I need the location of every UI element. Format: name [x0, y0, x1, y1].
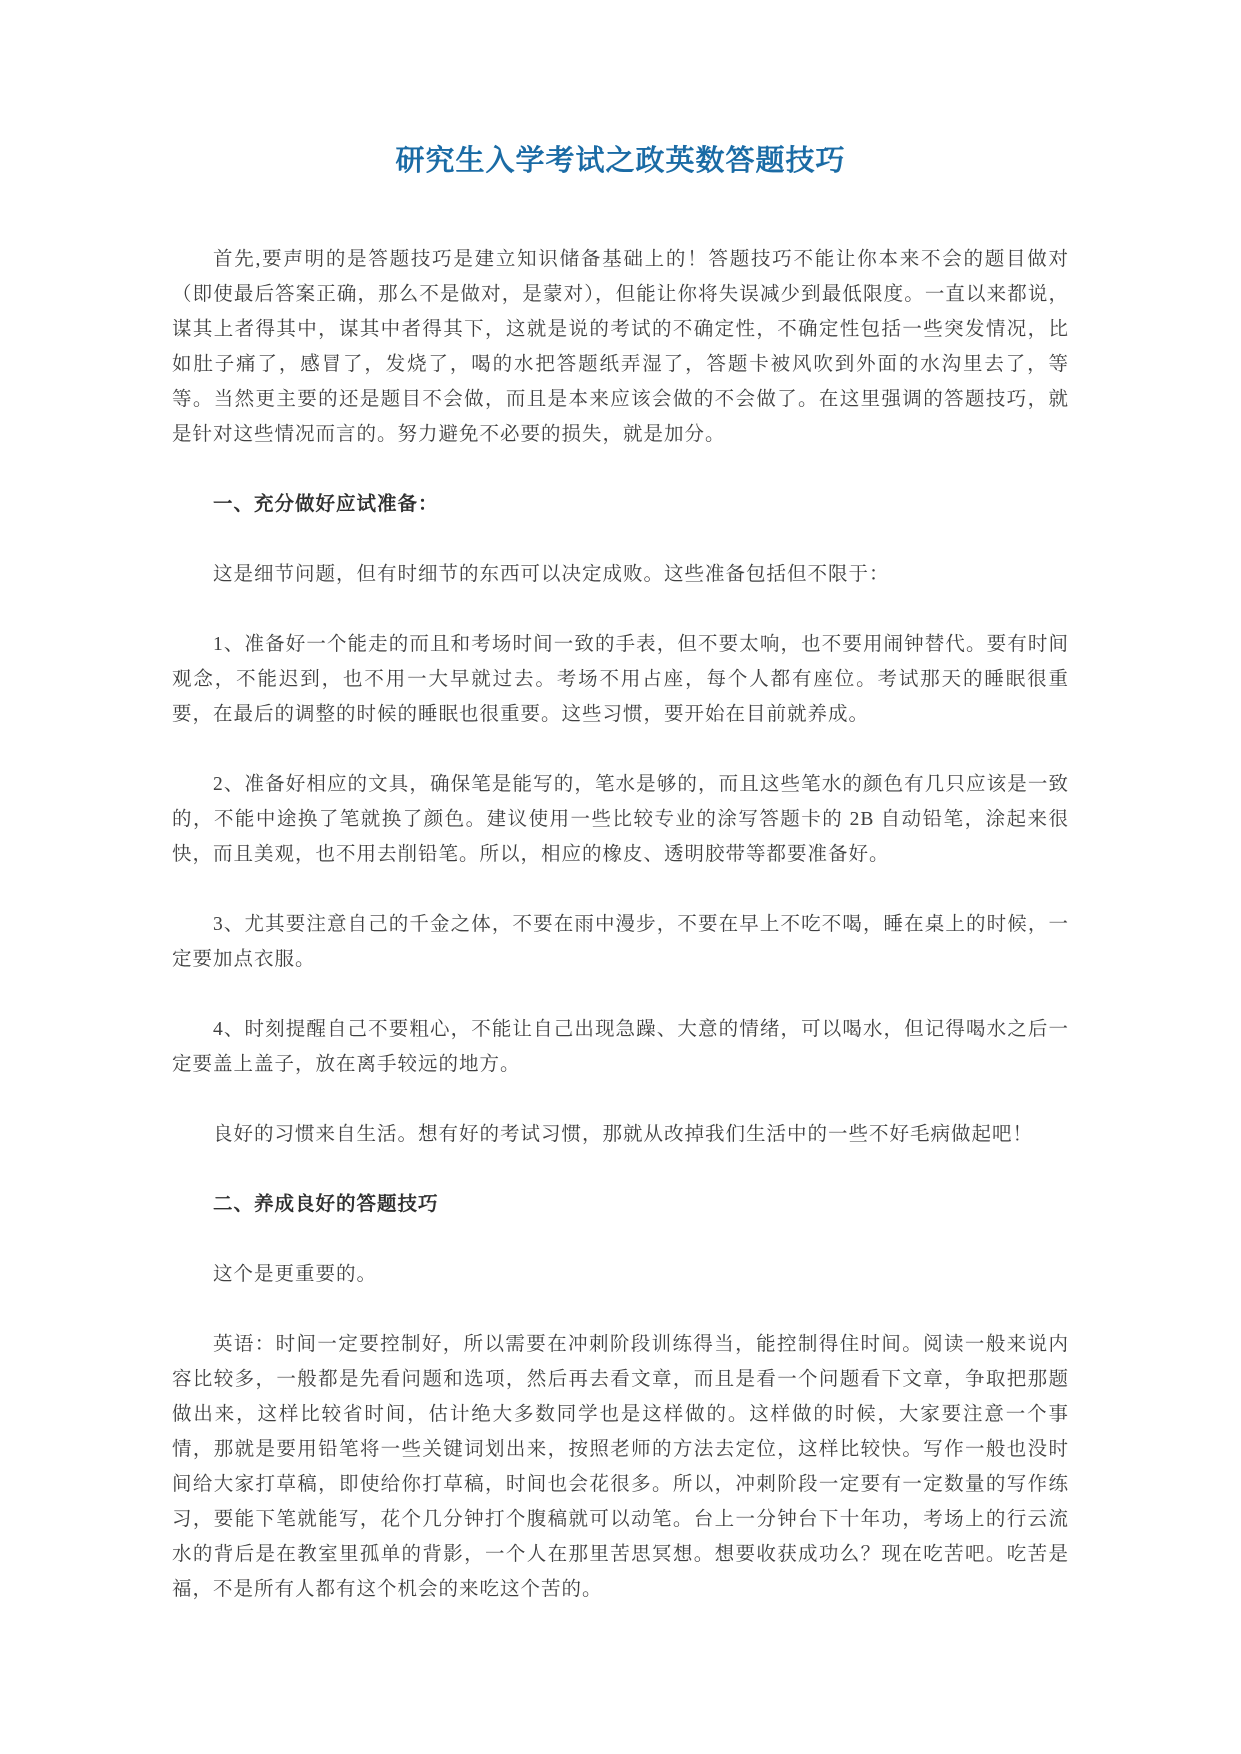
- tip-2-paragraph: 2、准备好相应的文具，确保笔是能写的，笔水是够的，而且这些笔水的颜色有几只应该是一致的，不能中途换了笔就换了颜色。建议使用一些比较专业的涂写答题卡的 2B 自动铅笔，涂起来很快，而且美观，也不用去削铅笔。所以，相应的橡皮、透明胶带等都要准备好。: [172, 774, 1069, 865]
- document-title-text: 研究生入学考试之政英数答题技巧: [395, 145, 846, 177]
- tip-3-paragraph: 3、尤其要注意自己的千金之体，不要在雨中漫步，不要在早上不吃不喝，睡在桌上的时候，一定要加点衣服。: [172, 914, 1069, 970]
- document-title: [172, 142, 1069, 180]
- section-1-lead-paragraph: 这是细节问题，但有时细节的东西可以决定成败。这些准备包括但不限于：: [213, 564, 890, 585]
- english-advice-paragraph: 英语：时间一定要控制好，所以需要在冲刺阶段训练得当，能控制得住时间。阅读一般来说内容比较多，一般都是先看问题和选项，然后再去看文章，而且是看一个问题看下文章，争取把那题做出来，这样比较省时间，估计绝大多数同学也是这样做的。这样做的时候，大家要注意一个事情，那就是要用铅笔将一些关键词划出来，按照老师的方法去定位，这样比较快。写作一般也没时间给大家打草稿，即使给你打草稿，时间也会花很多。所以，冲刺阶段一定要有一定数量的写作练习，要能下笔就能写，花个几分钟打个腹稿就可以动笔。台上一分钟台下十年功，考场上的行云流水的背后是在教室里孤单的背影，一个人在那里苦思冥想。想要收获成功么？现在吃苦吧。吃苦是福，不是所有人都有这个机会的来吃这个苦的。: [172, 1334, 1069, 1600]
- tip-1-paragraph: 1、准备好一个能走的而且和考场时间一致的手表，但不要太响，也不要用闹钟替代。要有时间观念，不能迟到，也不用一大早就过去。考场不用占座，每个人都有座位。考试那天的睡眠很重要，在最后的调整的时候的睡眠也很重要。这些习惯，要开始在目前就养成。: [172, 634, 1069, 725]
- intro-paragraph: 首先,要声明的是答题技巧是建立知识储备基础上的！答题技巧不能让你本来不会的题目做对（即使最后答案正确，那么不是做对，是蒙对），但能让你将失误减少到最低限度。一直以来都说，谋其上者得其中，谋其中者得其下，这就是说的考试的不确定性，不确定性包括一些突发情况，比如肚子痛了，感冒了，发烧了，喝的水把答题纸弄湿了，答题卡被风吹到外面的水沟里去了，等等。当然更主要的还是题目不会做，而且是本来应该会做的不会做了。在这里强调的答题技巧，就是针对这些情况而言的。努力避免不必要的损失，就是加分。: [172, 249, 1069, 445]
- habits-remark-paragraph: 良好的习惯来自生活。想有好的考试习惯，那就从改掉我们生活中的一些不好毛病做起吧！: [213, 1124, 1034, 1145]
- section-2-lead-paragraph: 这个是更重要的。: [213, 1264, 378, 1285]
- section-1-heading: 一、充分做好应试准备：: [213, 494, 439, 515]
- section-2-heading: 二、养成良好的答题技巧: [213, 1194, 439, 1215]
- tip-4-paragraph: 4、时刻提醒自己不要粗心，不能让自己出现急躁、大意的情绪，可以喝水，但记得喝水之后一定要盖上盖子，放在离手较远的地方。: [172, 1019, 1069, 1075]
